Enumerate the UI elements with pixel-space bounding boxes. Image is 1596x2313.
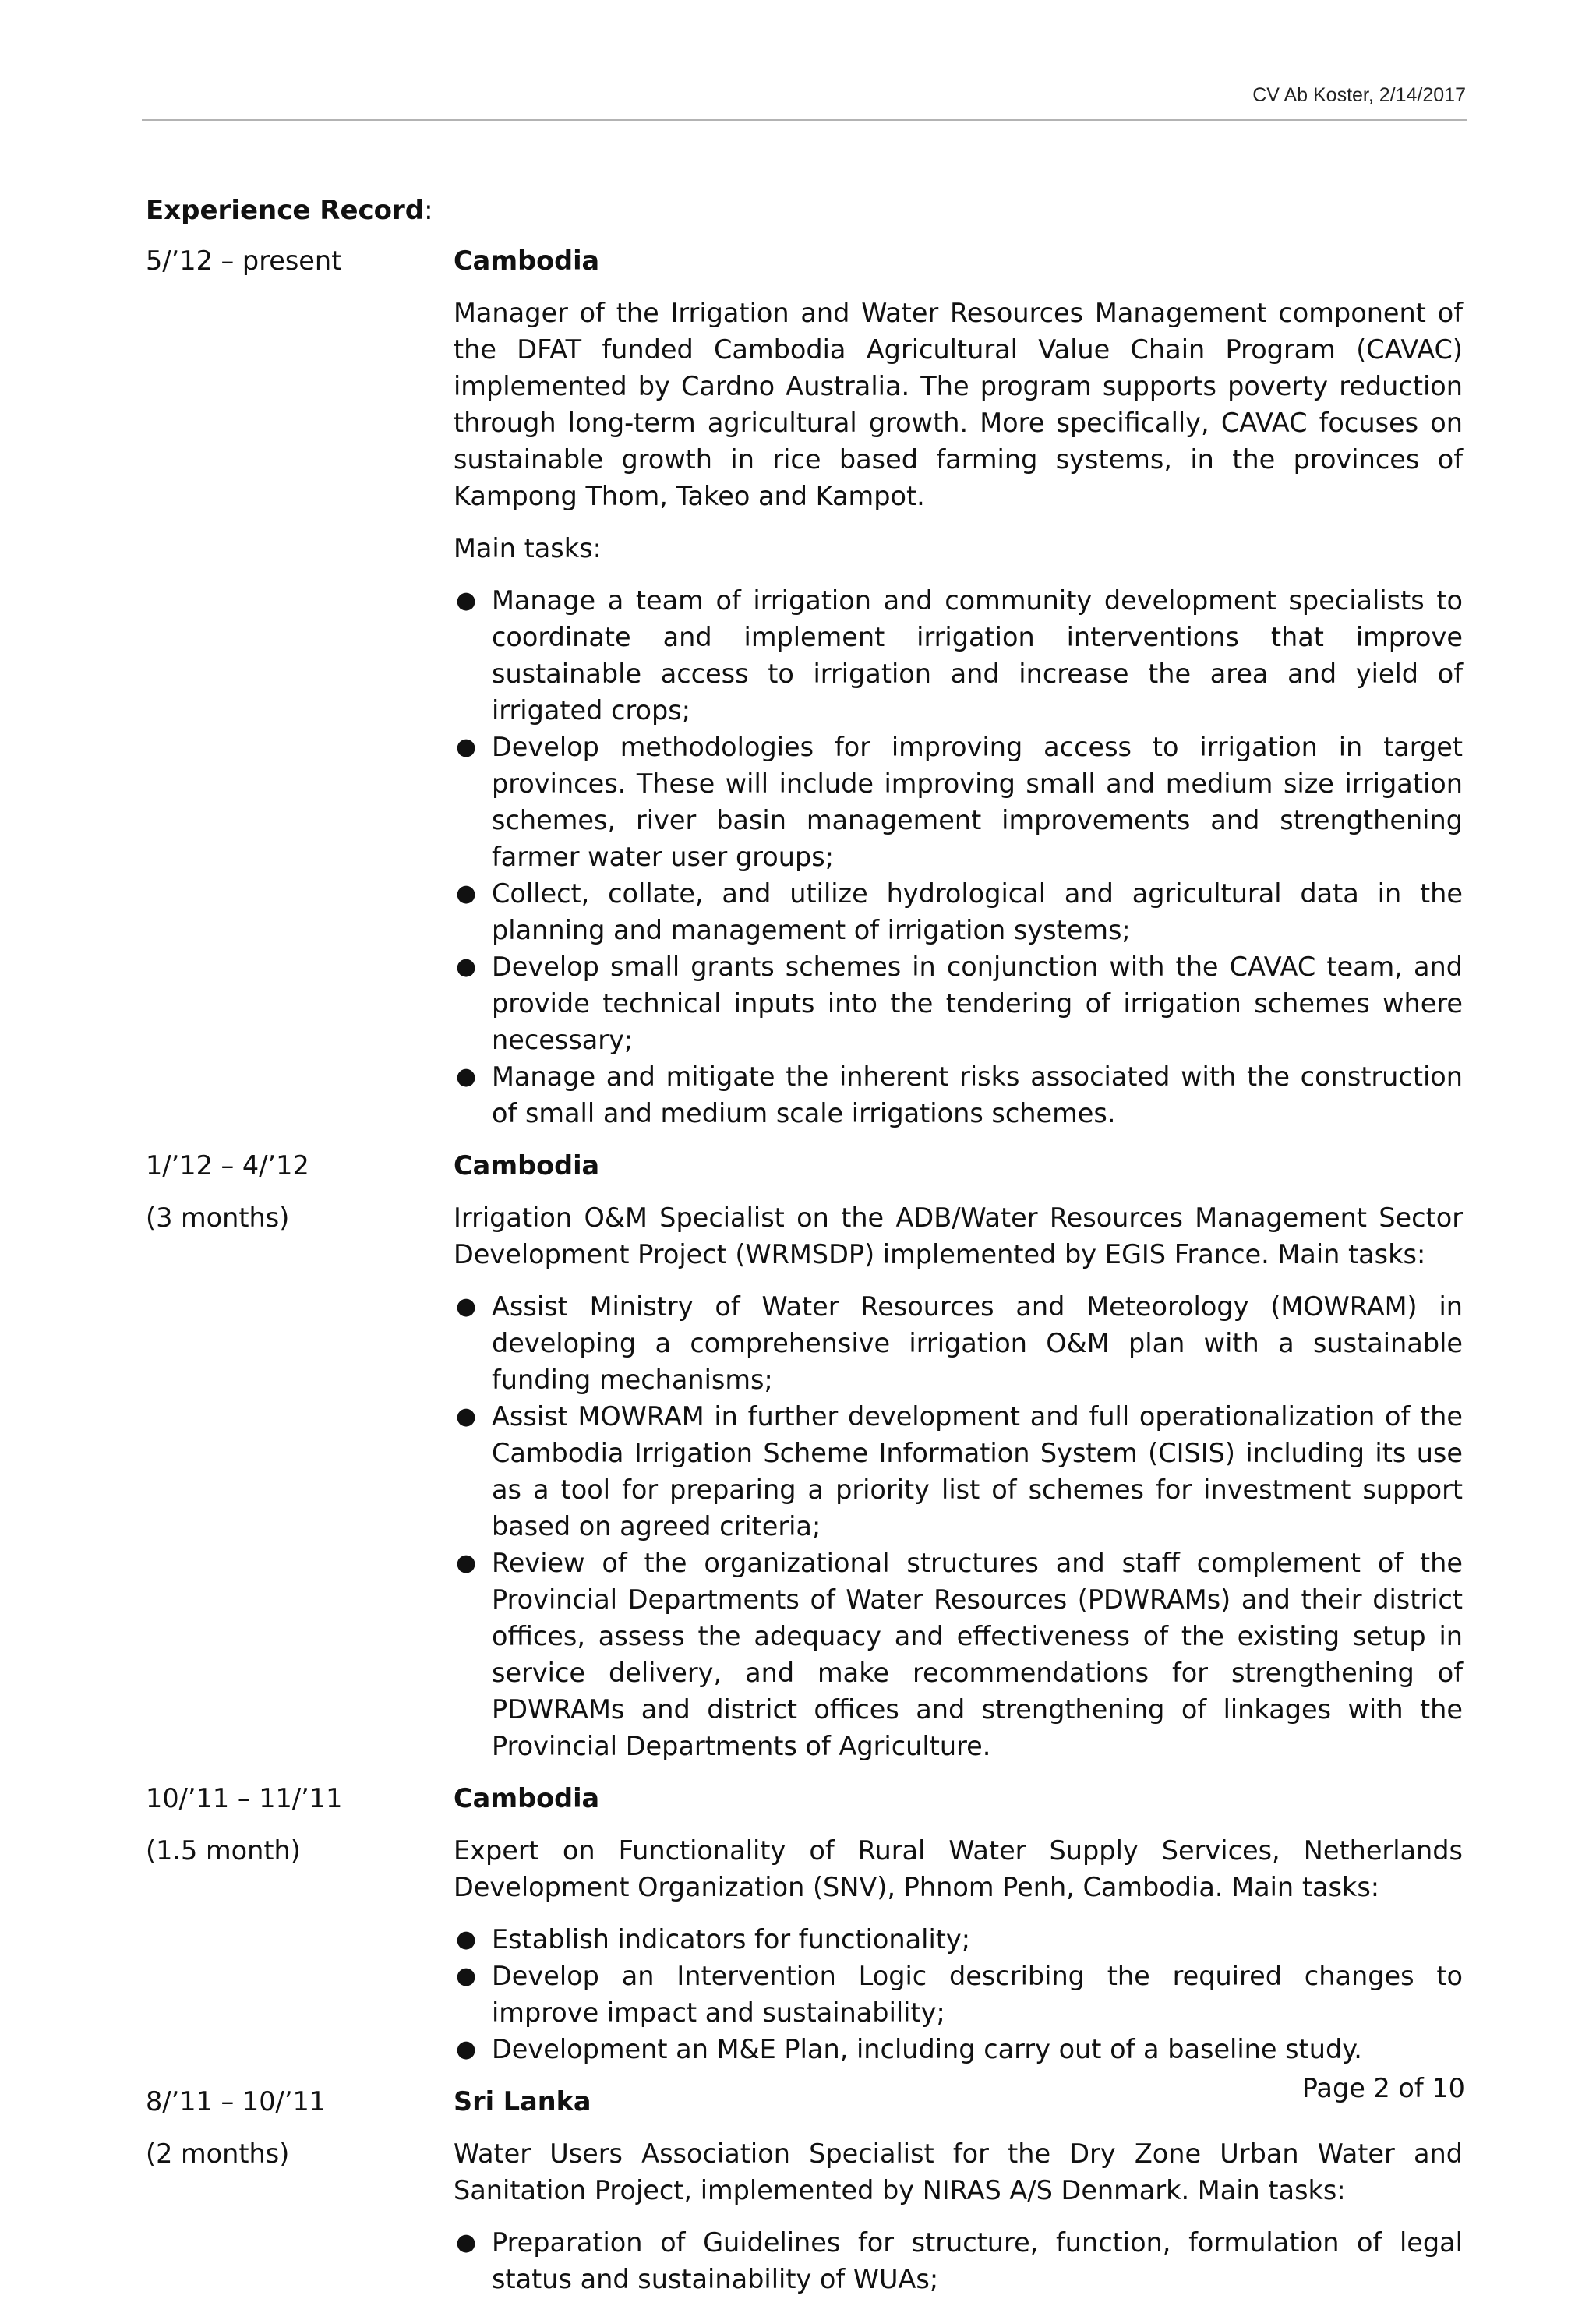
task-item: ● Review of the organizational structures and staff complement of the Provincial Departments of Water Resources (PDWRAMs) and their district offices, assess the adequacy and effectiveness of the existing setup in service delivery, and make recommendations for strengthening of PDWRAMs and district offices and strengthening of linkages with the Provincial Departments of Agriculture. bbox=[454, 1545, 1463, 1764]
entry-country: Cambodia bbox=[454, 1783, 600, 1813]
entry-dates bbox=[146, 2083, 454, 2313]
entry-description: Water Users Association Specialist for the Dry Zone Urban Water and Sanitation Project, implemented by NIRAS A/S Denmark. Main tasks: bbox=[454, 2138, 1463, 2205]
entry-duration: (1.5 month) bbox=[146, 1835, 301, 1866]
bullet-icon: ● bbox=[456, 2229, 477, 2256]
section-title: Experience Record bbox=[146, 195, 425, 226]
entry-dates bbox=[146, 1780, 454, 2083]
entry-country: Cambodia bbox=[454, 1150, 600, 1181]
bullet-icon: ● bbox=[456, 1926, 477, 1953]
task-list bbox=[454, 1921, 1463, 2068]
task-item: ● Collect, collate, and utilize hydrological and agricultural data in the planning and management of irrigation systems; bbox=[454, 875, 1463, 948]
entry-period: 8/’11 – 10/’11 bbox=[146, 2086, 327, 2117]
task-list bbox=[454, 582, 1463, 1132]
task-item: ● Manage and mitigate the inherent risks associated with the construction of small and medium scale irrigations schemes. bbox=[454, 1058, 1463, 1132]
task-item: ● Development an M&E Plan, including carry out of a baseline study. bbox=[454, 2031, 1463, 2068]
experience-entry bbox=[146, 2083, 1463, 2313]
experience-entry bbox=[146, 242, 1463, 1147]
entry-duration: (2 months) bbox=[146, 2138, 290, 2169]
bullet-icon: ● bbox=[456, 1549, 477, 1577]
main-tasks-label: Main tasks: bbox=[454, 533, 602, 563]
experience-entry bbox=[146, 1147, 1463, 1780]
page-number: Page 2 of 10 bbox=[1301, 2073, 1465, 2103]
task-item: ● Develop an Intervention Logic describing the required changes to improve impact and sustainability; bbox=[454, 1958, 1463, 2031]
task-list bbox=[454, 1288, 1463, 1764]
bullet-icon: ● bbox=[456, 587, 477, 614]
task-item: ● Develop small grants schemes in conjunction with the CAVAC team, and provide technical inputs into the tendering of irrigation schemes where necessary; bbox=[454, 948, 1463, 1058]
task-item: ● Assist Ministry of Water Resources and Meteorology (MOWRAM) in developing a comprehensive irrigation O&M plan with a sustainable funding mechanisms; bbox=[454, 1288, 1463, 1398]
bullet-icon: ● bbox=[456, 1403, 477, 1430]
bullet-icon: ● bbox=[456, 880, 477, 907]
experience-entry bbox=[146, 1780, 1463, 2083]
task-list bbox=[454, 2224, 1463, 2297]
entry-dates bbox=[146, 1147, 454, 1780]
section-colon: : bbox=[424, 195, 433, 226]
entry-period: 10/’11 – 11/’11 bbox=[146, 1783, 343, 1813]
entry-period: 1/’12 – 4/’12 bbox=[146, 1150, 309, 1181]
bullet-icon: ● bbox=[456, 2036, 477, 2063]
entry-description: Expert on Functionality of Rural Water Supply Services, Netherlands Development Organization (SNV), Phnom Penh, Cambodia. Main tasks: bbox=[454, 1835, 1463, 1902]
task-item: ● Manage a team of irrigation and community development specialists to coordinate and implement irrigation interventions that improve sustainable access to irrigation and increase the area and yield of irrigated crops; bbox=[454, 582, 1463, 729]
task-item: ● Assist MOWRAM in further development and full operationalization of the Cambodia Irrigation Scheme Information System (CISIS) including its use as a tool for preparing a priority list of schemes for investment support based on agreed criteria; bbox=[454, 1398, 1463, 1545]
section-heading bbox=[146, 195, 433, 226]
entry-description: Irrigation O&M Specialist on the ADB/Water Resources Management Sector Development Project (WRMSDP) implemented by EGIS France. Main tasks: bbox=[454, 1202, 1463, 1270]
task-item: ● Preparation of Guidelines for structure, function, formulation of legal status and sustainability of WUAs; bbox=[454, 2224, 1463, 2297]
bullet-icon: ● bbox=[456, 1962, 477, 1990]
entry-details bbox=[454, 242, 1463, 1147]
bullet-icon: ● bbox=[456, 953, 477, 980]
task-item: ● Establish indicators for functionality; bbox=[454, 1921, 1463, 1958]
task-item: ● Develop methodologies for improving access to irrigation in target provinces. These will include improving small and medium size irrigation schemes, river basin management improvements and strengthening farmer water user groups; bbox=[454, 729, 1463, 875]
entry-country: Cambodia bbox=[454, 245, 600, 276]
entry-dates bbox=[146, 242, 454, 1147]
entry-details bbox=[454, 2083, 1463, 2313]
bullet-icon: ● bbox=[456, 1063, 477, 1090]
entry-country: Sri Lanka bbox=[454, 2086, 591, 2117]
page-header: CV Ab Koster, 2/14/2017 bbox=[1252, 84, 1466, 106]
entry-details bbox=[454, 1147, 1463, 1780]
experience-record bbox=[146, 242, 1463, 2313]
entry-details bbox=[454, 1780, 1463, 2083]
bullet-icon: ● bbox=[456, 733, 477, 761]
bullet-icon: ● bbox=[456, 1293, 477, 1320]
entry-duration: (3 months) bbox=[146, 1202, 290, 1233]
entry-period: 5/’12 – present bbox=[146, 245, 342, 276]
entry-description: Manager of the Irrigation and Water Resources Management component of the DFAT funded Cambodia Agricultural Value Chain Program (CAVAC) implemented by Cardno Australia. The program supports poverty reduction through long-term agricultural growth. More specifically, CAVAC focuses on sustainable growth in rice based farming systems, in the provinces of Kampong Thom, Takeo and Kampot. bbox=[454, 298, 1463, 511]
header-rule bbox=[142, 119, 1467, 121]
